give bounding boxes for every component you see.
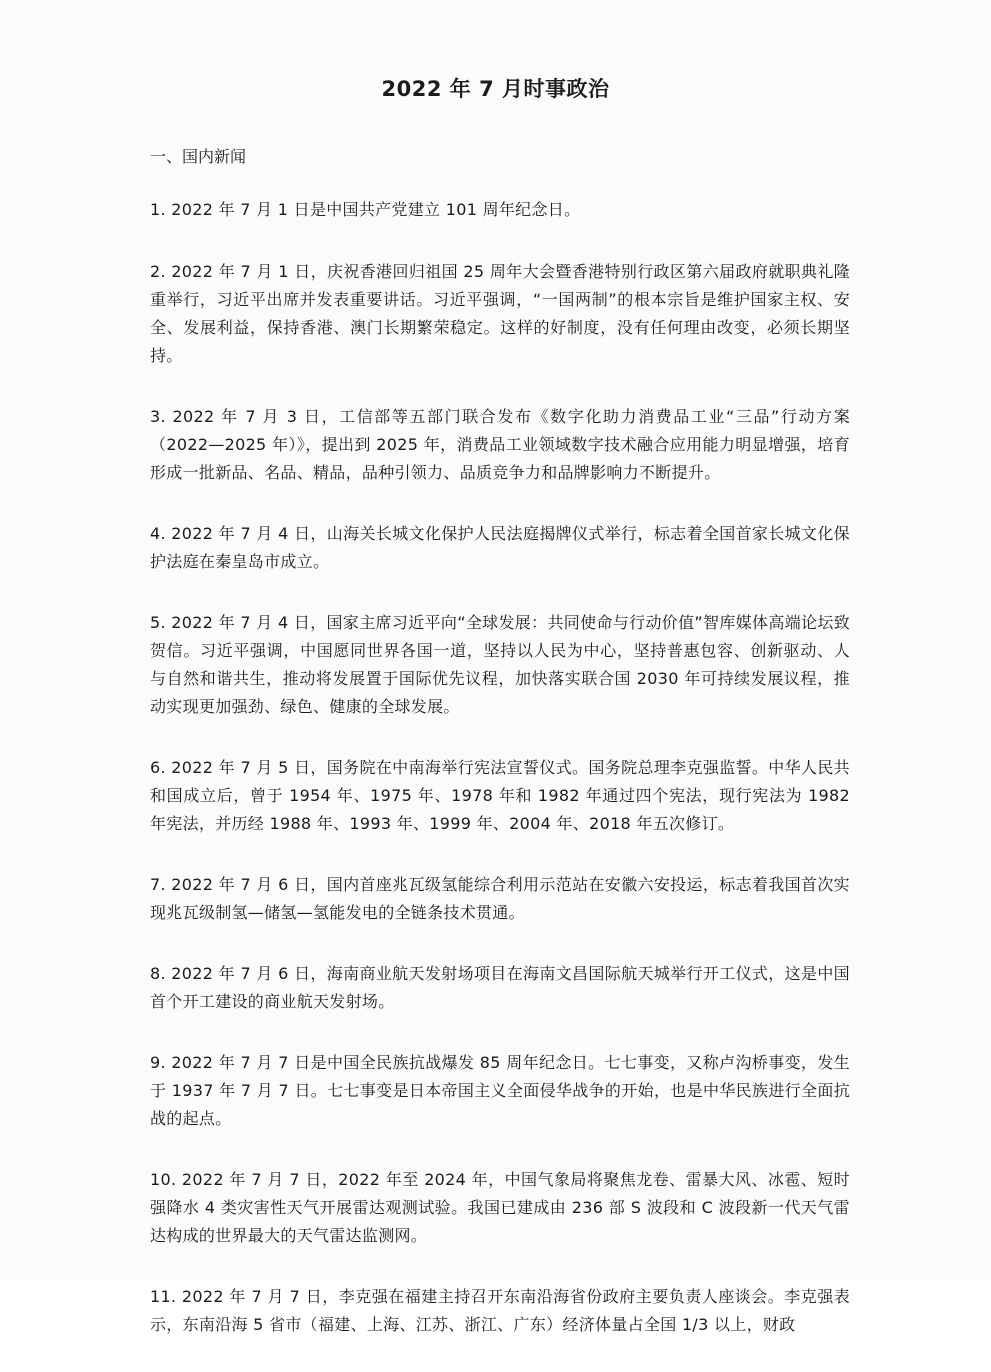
news-item: 2. 2022 年 7 月 1 日，庆祝香港回归祖国 25 周年大会暨香港特别行政区第六届政府就职典礼隆重举行，习近平出席并发表重要讲话。习近平强调，“一国两制”的根本宗旨是维护国家主权、安全、发展利益，保持香港、澳门长期繁荣稳定。这样的好制度，没有任何理由改变，必须长期坚持。 [150,262,850,365]
news-item: 8. 2022 年 7 月 6 日，海南商业航天发射场项目在海南文昌国际航天城举行开工仪式，这是中国首个开工建设的商业航天发射场。 [150,964,850,1011]
news-item: 10. 2022 年 7 月 7 日，2022 年至 2024 年，中国气象局将聚焦龙卷、雷暴大风、冰雹、短时强降水 4 类灾害性天气开展雷达观测试验。我国已建成由 236 部 S 波段和 C 波段新一代天气雷达构成的世界最大的天气雷达监测网。 [150,1170,850,1245]
news-item: 4. 2022 年 7 月 4 日，山海关长城文化保护人民法庭揭牌仪式举行，标志着全国首家长城文化保护法庭在秦皇岛市成立。 [150,524,850,571]
news-item: 11. 2022 年 7 月 7 日，李克强在福建主持召开东南沿海省份政府主要负责人座谈会。李克强表示，东南沿海 5 省市（福建、上海、江苏、浙江、广东）经济体量占全国 1/3 以上，财政 [150,1287,850,1334]
news-item: 9. 2022 年 7 月 7 日是中国全民族抗战爆发 85 周年纪念日。七七事变，又称卢沟桥事变，发生于 1937 年 7 月 7 日。七七事变是日本帝国主义全面侵华战争的开始，也是中华民族进行全面抗战的起点。 [150,1053,850,1128]
section-heading: 一、国内新闻 [150,147,247,166]
document-title: 2022 年 7 月时事政治 [381,77,610,101]
news-item: 5. 2022 年 7 月 4 日，国家主席习近平向“全球发展：共同使命与行动价值”智库媒体高端论坛致贺信。习近平强调，中国愿同世界各国一道，坚持以人民为中心，坚持普惠包容、创新驱动、人与自然和谐共生，推动将发展置于国际优先议程，加快落实联合国 2030 年可持续发展议程，推动实现更加强劲、绿色、健康的全球发展。 [150,613,850,716]
news-item: 6. 2022 年 7 月 5 日，国务院在中南海举行宪法宣誓仪式。国务院总理李克强监誓。中华人民共和国成立后，曾于 1954 年、1975 年、1978 年和 1982 年通过四个宪法，现行宪法为 1982 年宪法，并历经 1988 年、1993 年、1999 年、2004 年、2018 年五次修订。 [150,758,850,833]
news-item: 3. 2022 年 7 月 3 日，工信部等五部门联合发布《数字化助力消费品工业“三品”行动方案（2022—2025 年）》，提出到 2025 年，消费品工业领域数字技术融合应用能力明显增强，培育形成一批新品、名品、精品，品种引领力、品质竞争力和品牌影响力不断提升。 [150,407,850,482]
news-list [150,196,850,1372]
news-item: 7. 2022 年 7 月 6 日，国内首座兆瓦级氢能综合利用示范站在安徽六安投运，标志着我国首次实现兆瓦级制氢—储氢—氢能发电的全链条技术贯通。 [150,875,850,922]
news-item: 1. 2022 年 7 月 1 日是中国共产党建立 101 周年纪念日。 [150,200,581,219]
